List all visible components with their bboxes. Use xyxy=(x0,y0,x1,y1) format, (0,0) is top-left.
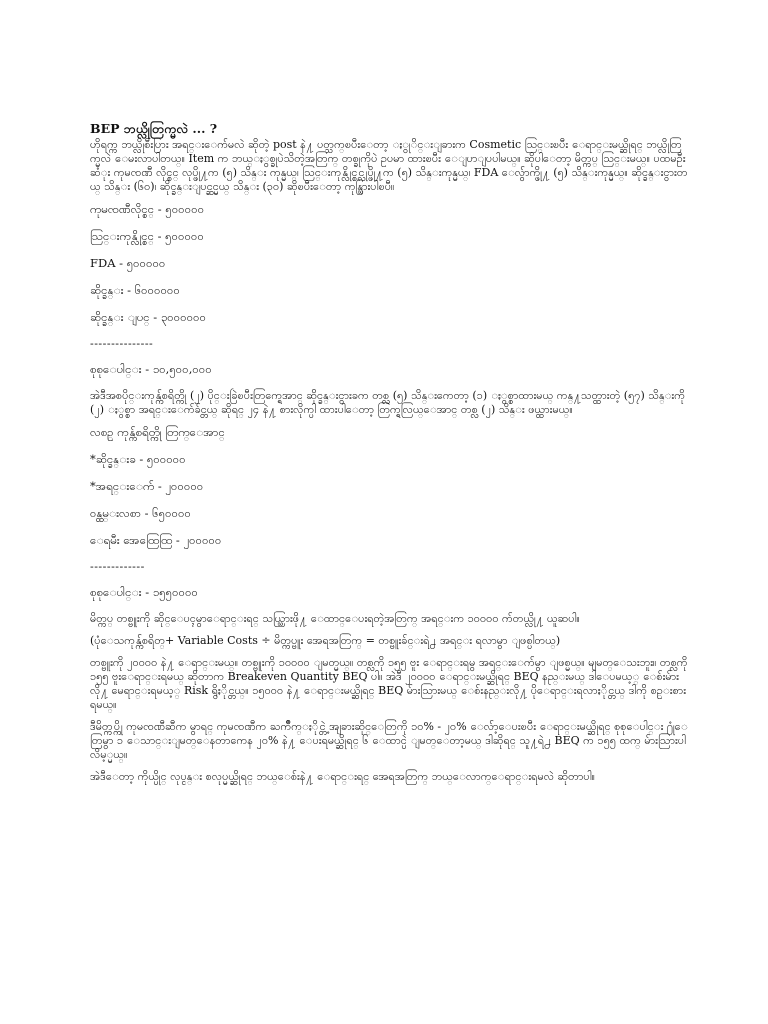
target-paragraph: မိတ္ကပ္ တစ္ဗူးကို ဆိုင္ေပၚမွာေရာင္းရင္ သယ္သြားဖို႔ ေထာင္ေပးရတဲ့အတြက္ အရင္းက ၁၀၀၀၀ က်တယ္လို႔ ယူဆပါ။ xyxy=(90,612,580,625)
monthly-item-capital: *အရင္းေက် - ၂၀၀၀၀၀ xyxy=(90,479,204,493)
monthly-item-utilities: ေရမီး အေထြေထြ - ၂၀၀၀၀၀ xyxy=(90,533,222,547)
discount-paragraph: ဒီမိတ္ကပ္ကို ကုမၸဏီဆီက မွာရင္ ကုမၸဏီက ႀကိဳက္ႏိုင္တဲ့ အျခားဆိုင္ေတြကို ၁၀% - ၂၀% ေလ်ာ့ေပးၿပီး ေရာင္းမယ္ဆိုရင္ စုစုေပါင္း ႐ုံေတြမွာ ၁ ေသာင္းျမတ္ေနတာကေန ၂၀% နဲ႔ ေပးရမယ္ဆိုရင္ ၆ ေထာင္ပဲ ျမတ္ေတာ့မယ္ ဒါဆိုရင္ သူ႔ရဲ႕ BEQ က ၁၅၅ ထက္ မ်ားသြားပါလိမ့္မယ္။ xyxy=(90,720,688,761)
monthly-item-salary: ၀န္ထမ္းလစာ - ၆၅၀၀၀၀ xyxy=(90,506,192,520)
monthly-heading: လစဥ္ ကုန္က်စရိတ္ကို တြက္ေအာင္ xyxy=(90,425,225,439)
cost-item-fda: FDA - ၅၀၀၀၀၀ xyxy=(90,256,166,270)
cost-item-company-license: ကုမၸဏီလိုင္စင္ - ၅၀၀၀၀၀ xyxy=(90,202,205,216)
post-title: BEP ဘယ္လိုတြက္မလဲ ... ? xyxy=(90,121,218,136)
cost-item-shop-rent: ဆိုင္ခန္း - ၆၀၀၀၀၀၀ xyxy=(90,283,180,297)
calculation-paragraph: တစ္ဗူးကို ၂၀၀၀၀ နဲ႔ ေရာင္းမယ္။ တစ္ဗူးကို ၁၀၀၀၀ ျမတ္မယ္။ တစ္လကို ၁၅၅ ဗူး ေရာင္းရမွ အရင္းေက်မွာ ျဖစ္မယ္။ မျမတ္ေသးဘူး။ တစ္လကို ၁၅၅ ဗူးေရာင္းရမယ္ ဆိုတာက Breakeven Quantity BEQ ပါ။ အဲဒီ ၂၀၀၀၀ ေရာင္းမယ္ဆိုရင္ BEQ နည္းမယ္ ဒါေပမယ့္ ေစ်းမ်ားလို႔ မေရာင္းရမယ့္ Risk ရွိႏိုင္တယ္။ ၁၅၀၀၀ နဲ႔ ေရာင္းမယ္ဆိုရင္ BEQ မ်ားသြားမယ္ ေစ်းနည္းလို႔ ပိုေရာင္းရလာႏိုင္တယ္ ဒါကို စဥ္းစားရမယ္။ xyxy=(90,656,688,711)
explain-paragraph: အဲဒီအစပိုင္းကုန္က်စရိတ္ကို (၂) ပိုင္းခြဲၿပီးတြက္ရေအာင္ ဆိုင္ခန္းငွားခက တစ္လ (၅) သိန္းကေတာ့ (၁) ႏွစ္စာထားမယ္ ကန္႔သတ္ထားတဲ့ (၅၇) သိန္းကို (၂) ႏွစ္စာ အရင္းေက်ခ်င္တယ္ ဆိုရင္ ၂၄ နဲ႔ စားလိုက္ပါ ထားပါေတာ့ တြက္ရလြယ္ေအာင္ တစ္လ (၂) သိန္း ဖယ္ထားမယ္။ xyxy=(90,389,685,416)
fixed-cost-total: စုစုေပါင္း - ၁၀,၅၀၀,၀၀၀ xyxy=(90,362,212,376)
formula-paragraph: (ပုံေသကုန္က်စရိတ္+ Variable Costs ÷ မိတ္ကပ္ဗူး အေရအတြက္ = တစ္ဗူးခ်င္းရဲ႕ အရင္း ရလာမွာ ျဖစ္ပါတယ္) xyxy=(90,634,561,647)
closing-paragraph: အဲဒီေတာ့ ကိုယ္ပိုင္ လုပ္ငန္း စလုပ္မယ္ဆိုရင္ ဘယ္ေစ်းနဲ႔ ေရာင္းရင္ အေရအတြက္ ဘယ္ေလာက္ေရာင္းရမလဲ ဆိုတာပါ။ xyxy=(90,770,595,783)
separator-line: ------------- xyxy=(90,560,145,573)
cost-item-import-license: သြင္းကုန္လိုင္စင္ - ၅၀၀၀၀၀ xyxy=(90,229,204,243)
monthly-item-rent: *ဆိုင္ခန္းခ - ၅၀၀၀၀၀ xyxy=(90,452,186,466)
separator-line: --------------- xyxy=(90,337,154,350)
cost-item-shop-renovation: ဆိုင္ခန္း ျပင္ - ၃၀၀၀၀၀၀ xyxy=(90,310,207,324)
document-page xyxy=(90,122,690,792)
monthly-total: စုစုေပါင္း - ၁၅၅၀၀၀၀ xyxy=(90,585,199,599)
intro-paragraph: ဟိုရက္က ဘယ္လိုစီးပြား အရင္းေက်မလဲ ဆိုတဲ့ post နဲ႔ ပတ္သက္ၿပီးေတာ့ ႏွုိင္းျခားက Cosmetic သြင္းၿပီး ေရာင္းမယ္ဆိုရင္ ဘယ္လိုတြက္မလဲ ေမးလာပါတယ္။ Item က ဘယ္ႏွစ္ခုပဲသိတဲ့အတြက္ တစ္ခုကိုပဲ ဥပမာ ထားၿပီး ေျပာျပပါမယ္။ ဆိုပါေတာ့ မိတ္ကပ္ သြင္းမယ္။ ပထမဦးဆံုး ကုမၸဏီ လိုင္စင္ လုပ္ဖို႔က (၅) သိန္း ကုန္မယ္၊ သြင္းကုန္လိုင္စင္လုပ္ဖို႔က (၅) သိန္းကုန္မယ္၊ FDA ေလွ်ာက္ဖို႔ (၅) သိန္းကုန္မယ္။ ဆိုင္ခန္းငွားတယ္ သိန္း (၆၀)၊ ဆိုင္ခန္းျပင္ဆင္မယ္ သိန္း (၃၀) ဆိုၿပီးေတာ့ ကုန္သြားပါၿပီ။ xyxy=(90,138,688,193)
